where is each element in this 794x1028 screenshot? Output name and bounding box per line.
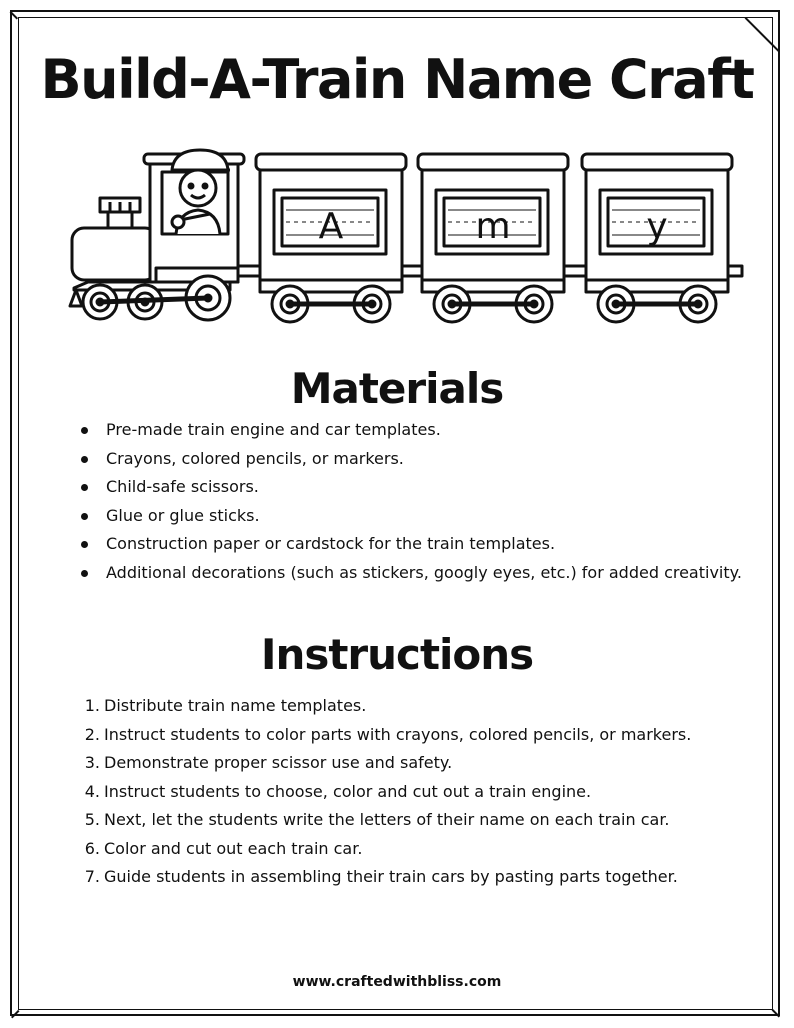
materials-item: Glue or glue sticks. <box>78 502 742 531</box>
instructions-heading: Instructions <box>260 630 534 679</box>
page-title: Build-A-Train Name Craft <box>40 48 754 111</box>
instructions-list <box>78 692 691 892</box>
instruction-step: 4. Instruct students to choose, color and cut out a train engine. <box>84 781 592 801</box>
bullet-icon <box>81 456 88 463</box>
materials-item: Construction paper or cardstock for the train templates. <box>78 530 742 559</box>
bullet-icon <box>81 427 88 434</box>
train-car-1-letter: A <box>318 206 344 247</box>
train-engine <box>70 150 244 320</box>
bullet-icon <box>81 484 88 491</box>
train-car-3-letter: y <box>646 206 668 247</box>
materials-heading: Materials <box>290 364 504 413</box>
materials-item: Child-safe scissors. <box>78 473 742 502</box>
footer-url[interactable]: www.craftedwithbliss.com <box>292 974 502 990</box>
instruction-step: 1. Distribute train name templates. <box>84 696 367 715</box>
instruction-step: 6. Color and cut out each train car. <box>84 838 363 858</box>
instruction-step: 5. Next, let the students write the letters of their name on each train car. <box>84 810 670 829</box>
train-illustration <box>60 140 750 335</box>
materials-item: Additional decorations (such as stickers, googly eyes, etc.) for added creativity. <box>78 559 742 588</box>
bullet-icon <box>81 541 88 548</box>
materials-item: Crayons, colored pencils, or markers. <box>78 445 742 474</box>
bullet-icon <box>81 570 88 577</box>
instruction-step: 3. Demonstrate proper scissor use and safety. <box>84 753 453 772</box>
bullet-icon <box>81 513 88 520</box>
train-car-2-letter: m <box>475 206 511 247</box>
instruction-step: 2. Instruct students to color parts with crayons, colored pencils, or markers. <box>84 724 692 744</box>
materials-list <box>78 416 742 587</box>
materials-item: Pre-made train engine and car templates. <box>78 416 742 445</box>
instruction-step: 7. Guide students in assembling their train cars by pasting parts together. <box>84 867 678 886</box>
